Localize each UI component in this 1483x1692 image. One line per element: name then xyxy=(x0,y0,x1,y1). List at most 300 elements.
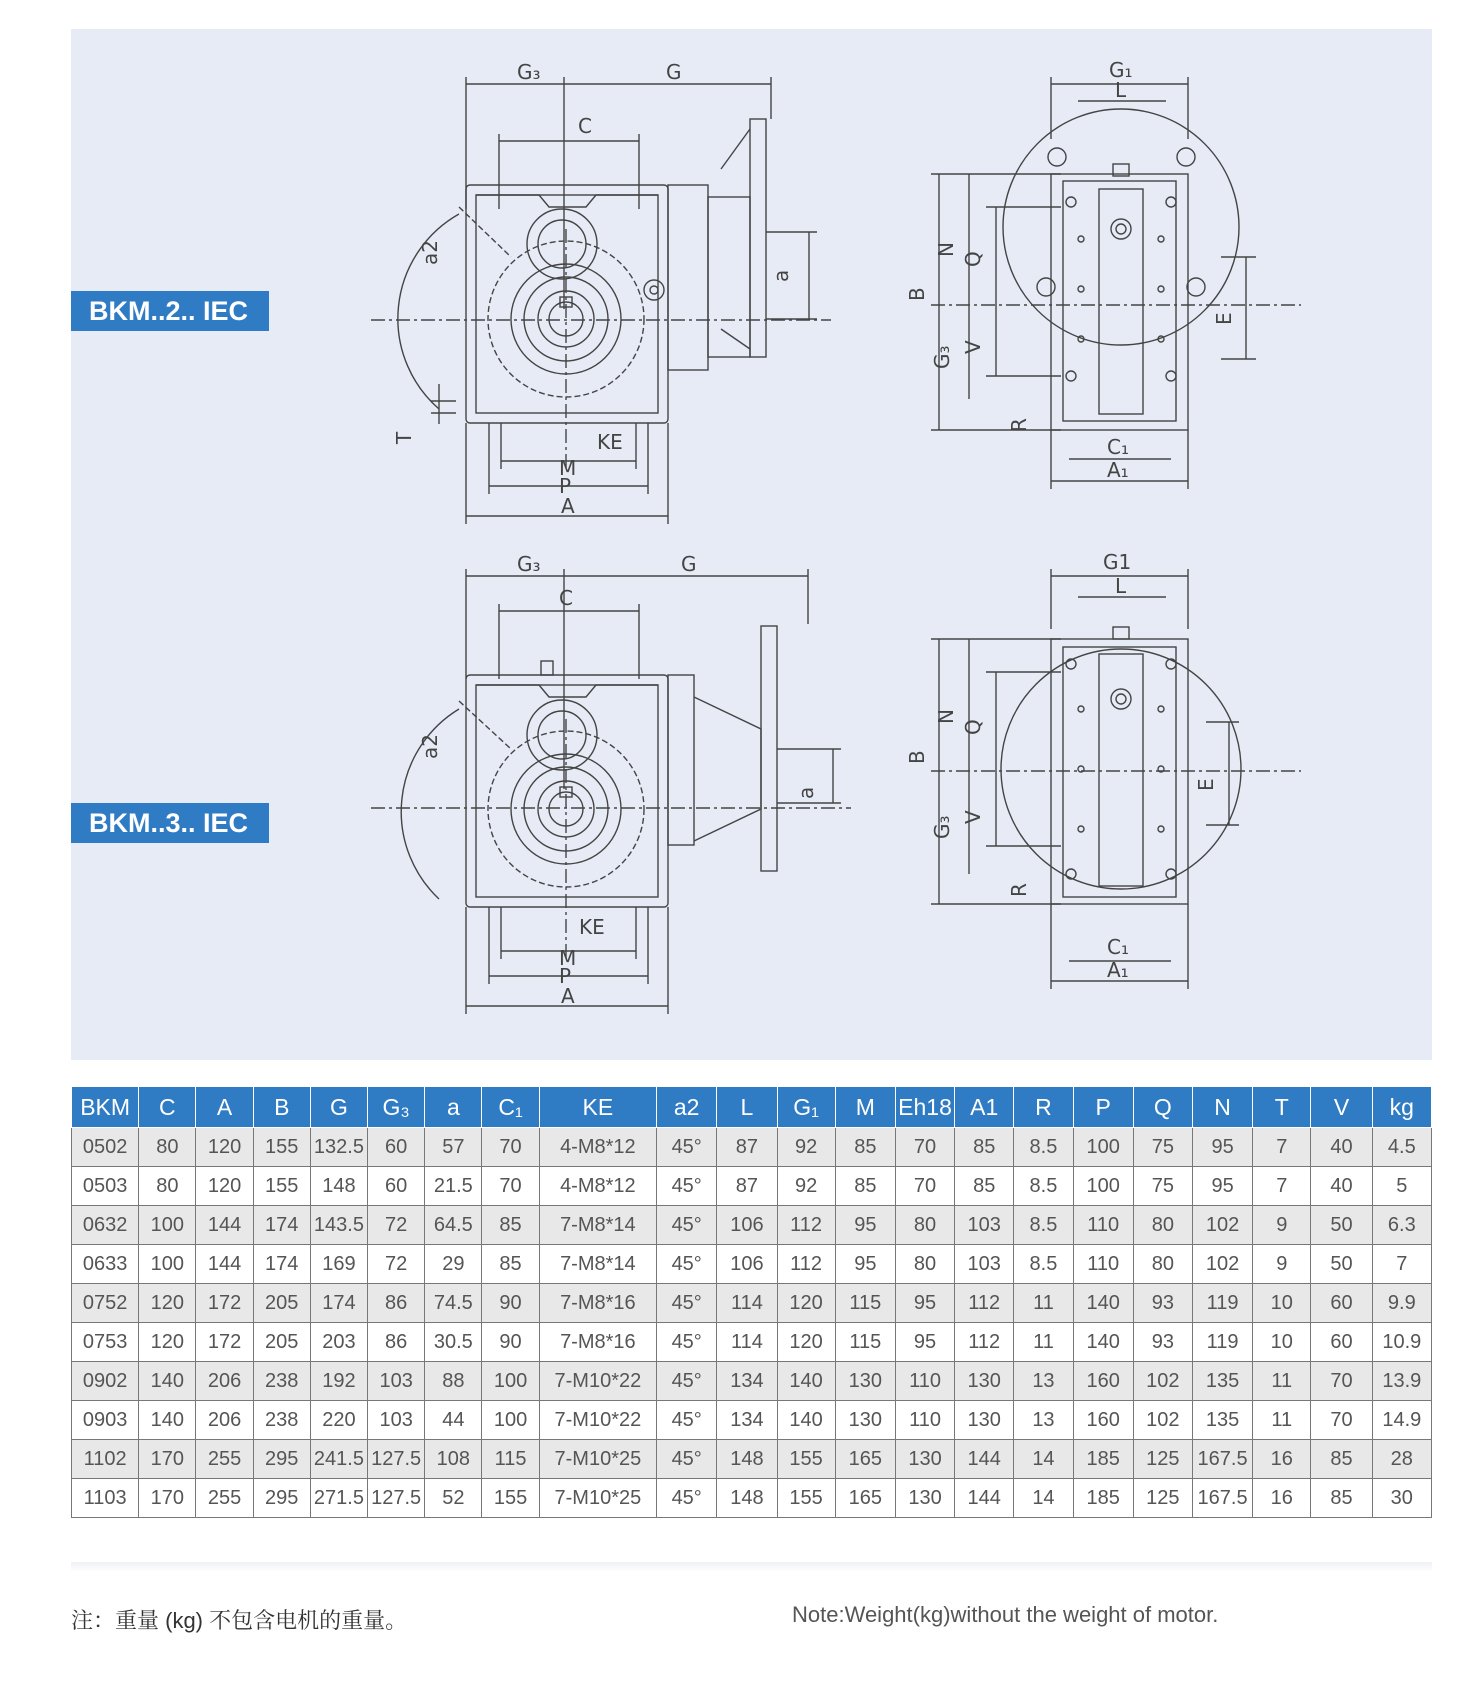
table-cell: 148 xyxy=(717,1440,777,1479)
table-cell: 103 xyxy=(955,1206,1014,1245)
table-cell: 92 xyxy=(777,1128,835,1167)
dim-label: a xyxy=(769,269,793,282)
table-cell: 85 xyxy=(835,1167,895,1206)
table-cell: 45° xyxy=(657,1245,717,1284)
table-cell: 165 xyxy=(835,1479,895,1518)
column-header: G₁ xyxy=(777,1087,835,1128)
table-row xyxy=(72,1206,1432,1245)
dim-label: KE xyxy=(597,430,623,454)
table-cell: 8.5 xyxy=(1014,1206,1073,1245)
table-cell: 95 xyxy=(1192,1128,1252,1167)
table-cell: 135 xyxy=(1192,1362,1252,1401)
dim-label: E xyxy=(1212,312,1236,325)
table-cell: 9 xyxy=(1253,1206,1311,1245)
table-header xyxy=(72,1087,1432,1128)
table-cell: 16 xyxy=(1253,1479,1311,1518)
table-cell: 112 xyxy=(777,1245,835,1284)
table-cell: 57 xyxy=(425,1128,482,1167)
drawing-panel xyxy=(71,29,1432,1060)
dim-label: P xyxy=(559,474,572,498)
technical-drawings xyxy=(71,29,1432,1060)
table-cell: 28 xyxy=(1372,1440,1431,1479)
table-cell: 14.9 xyxy=(1372,1401,1431,1440)
table-cell: 60 xyxy=(368,1128,425,1167)
column-header: G₃ xyxy=(368,1087,425,1128)
dim-label: E xyxy=(1194,778,1218,791)
column-header: R xyxy=(1014,1087,1073,1128)
dim-label: G₁ xyxy=(1109,58,1133,82)
table-cell: 140 xyxy=(139,1401,196,1440)
table-cell: 60 xyxy=(1311,1323,1372,1362)
column-header: a2 xyxy=(657,1087,717,1128)
table-cell: 115 xyxy=(482,1440,539,1479)
side-view-series-3 xyxy=(931,569,1301,989)
column-header: C xyxy=(139,1087,196,1128)
table-cell: 220 xyxy=(310,1401,367,1440)
table-row xyxy=(72,1284,1432,1323)
table-cell: 7-M10*22 xyxy=(539,1362,656,1401)
table-cell: 205 xyxy=(253,1323,310,1362)
table-cell: 4.5 xyxy=(1372,1128,1431,1167)
table-cell: 8.5 xyxy=(1014,1245,1073,1284)
table-cell: 102 xyxy=(1192,1245,1252,1284)
table-cell: 85 xyxy=(955,1167,1014,1206)
table-cell: 167.5 xyxy=(1192,1479,1252,1518)
table-cell: 130 xyxy=(895,1479,954,1518)
table-cell: 45° xyxy=(657,1206,717,1245)
table-cell: 95 xyxy=(835,1245,895,1284)
table-cell: 103 xyxy=(955,1245,1014,1284)
table-cell: 100 xyxy=(139,1206,196,1245)
table-cell: 103 xyxy=(368,1362,425,1401)
table-cell: 112 xyxy=(777,1206,835,1245)
table-cell: 120 xyxy=(139,1284,196,1323)
dim-label: G₃ xyxy=(517,60,541,84)
table-cell: 5 xyxy=(1372,1167,1431,1206)
table-cell: 8.5 xyxy=(1014,1128,1073,1167)
table-cell: 80 xyxy=(139,1167,196,1206)
table-cell: 1102 xyxy=(72,1440,139,1479)
table-cell: 102 xyxy=(1133,1362,1192,1401)
table-cell: 130 xyxy=(955,1362,1014,1401)
table-cell: 110 xyxy=(1073,1245,1133,1284)
table-cell: 10.9 xyxy=(1372,1323,1431,1362)
table-cell: 100 xyxy=(482,1401,539,1440)
table-cell: 86 xyxy=(368,1284,425,1323)
dim-label: a2 xyxy=(418,734,442,759)
table-cell: 143.5 xyxy=(310,1206,367,1245)
table-cell: 85 xyxy=(482,1245,539,1284)
column-header: C₁ xyxy=(482,1087,539,1128)
table-cell: 100 xyxy=(1073,1167,1133,1206)
dim-label: A xyxy=(561,984,575,1008)
table-cell: 130 xyxy=(895,1440,954,1479)
front-view-series-3 xyxy=(371,569,851,1014)
table-cell: 80 xyxy=(895,1206,954,1245)
table-cell: 90 xyxy=(482,1284,539,1323)
table-cell: 74.5 xyxy=(425,1284,482,1323)
dim-label: R xyxy=(1007,883,1031,897)
table-cell: 45° xyxy=(657,1479,717,1518)
dim-label: N xyxy=(934,242,958,257)
dim-label: G₃ xyxy=(930,345,954,369)
table-cell: 7-M8*16 xyxy=(539,1323,656,1362)
table-cell: 52 xyxy=(425,1479,482,1518)
table-cell: 130 xyxy=(835,1401,895,1440)
table-cell: 144 xyxy=(955,1479,1014,1518)
table-cell: 206 xyxy=(196,1362,253,1401)
table-cell: 6.3 xyxy=(1372,1206,1431,1245)
column-header: Eh18 xyxy=(895,1087,954,1128)
table-cell: 95 xyxy=(895,1284,954,1323)
table-cell: 85 xyxy=(955,1128,1014,1167)
dim-label: M xyxy=(559,946,577,970)
table-cell: 140 xyxy=(139,1362,196,1401)
table-cell: 14 xyxy=(1014,1479,1073,1518)
table-cell: 120 xyxy=(777,1284,835,1323)
dim-label: M xyxy=(559,456,577,480)
series-3-label: BKM..3.. IEC xyxy=(71,803,269,843)
dim-label: Q xyxy=(961,719,985,735)
table-cell: 30 xyxy=(1372,1479,1431,1518)
table-cell: 93 xyxy=(1133,1323,1192,1362)
table-cell: 80 xyxy=(139,1128,196,1167)
dim-label: V xyxy=(961,810,985,824)
table-cell: 95 xyxy=(895,1323,954,1362)
dim-label: B xyxy=(905,287,929,301)
table-cell: 120 xyxy=(196,1128,253,1167)
table-cell: 100 xyxy=(482,1362,539,1401)
dim-label: A xyxy=(561,494,575,518)
table-cell: 255 xyxy=(196,1440,253,1479)
column-header: A1 xyxy=(955,1087,1014,1128)
table-cell: 0502 xyxy=(72,1128,139,1167)
table-cell: 102 xyxy=(1192,1206,1252,1245)
column-header: kg xyxy=(1372,1087,1431,1128)
dim-label: G xyxy=(681,552,697,576)
table-cell: 7-M10*25 xyxy=(539,1479,656,1518)
table-cell: 7 xyxy=(1253,1128,1311,1167)
table-cell: 155 xyxy=(777,1440,835,1479)
table-row xyxy=(72,1362,1432,1401)
table-cell: 45° xyxy=(657,1167,717,1206)
table-cell: 85 xyxy=(1311,1479,1372,1518)
table-cell: 70 xyxy=(895,1167,954,1206)
table-cell: 114 xyxy=(717,1284,777,1323)
table-row xyxy=(72,1401,1432,1440)
table-cell: 205 xyxy=(253,1284,310,1323)
table-cell: 7 xyxy=(1372,1245,1431,1284)
table-cell: 125 xyxy=(1133,1479,1192,1518)
column-header: A xyxy=(196,1087,253,1128)
table-cell: 127.5 xyxy=(368,1479,425,1518)
table-cell: 169 xyxy=(310,1245,367,1284)
table-cell: 185 xyxy=(1073,1479,1133,1518)
dim-label: B xyxy=(905,750,929,764)
dim-label: P xyxy=(559,964,572,988)
table-cell: 130 xyxy=(835,1362,895,1401)
table-cell: 4-M8*12 xyxy=(539,1128,656,1167)
table-cell: 185 xyxy=(1073,1440,1133,1479)
note-english: Note:Weight(kg)without the weight of motor. xyxy=(792,1602,1219,1627)
table-cell: 70 xyxy=(482,1167,539,1206)
table-cell: 238 xyxy=(253,1401,310,1440)
table-cell: 45° xyxy=(657,1323,717,1362)
table-cell: 148 xyxy=(717,1479,777,1518)
table-cell: 13 xyxy=(1014,1401,1073,1440)
table-cell: 140 xyxy=(777,1362,835,1401)
column-header: T xyxy=(1253,1087,1311,1128)
table-cell: 170 xyxy=(139,1440,196,1479)
table-cell: 140 xyxy=(777,1401,835,1440)
column-header: V xyxy=(1311,1087,1372,1128)
table-cell: 174 xyxy=(253,1206,310,1245)
front-view-series-2 xyxy=(371,77,831,524)
table-cell: 11 xyxy=(1014,1323,1073,1362)
table-cell: 144 xyxy=(196,1245,253,1284)
table-cell: 92 xyxy=(777,1167,835,1206)
dim-label: Q xyxy=(961,251,985,267)
table-cell: 130 xyxy=(955,1401,1014,1440)
table-cell: 295 xyxy=(253,1479,310,1518)
dim-label: a2 xyxy=(418,240,442,265)
table-cell: 112 xyxy=(955,1284,1014,1323)
table-cell: 95 xyxy=(835,1206,895,1245)
table-cell: 72 xyxy=(368,1245,425,1284)
column-header: Q xyxy=(1133,1087,1192,1128)
table-cell: 172 xyxy=(196,1323,253,1362)
table-cell: 93 xyxy=(1133,1284,1192,1323)
column-header: B xyxy=(253,1087,310,1128)
table-cell: 140 xyxy=(1073,1323,1133,1362)
table-cell: 106 xyxy=(717,1245,777,1284)
dim-label: C xyxy=(578,114,592,138)
table-cell: 160 xyxy=(1073,1401,1133,1440)
table-cell: 203 xyxy=(310,1323,367,1362)
table-cell: 95 xyxy=(1192,1167,1252,1206)
table-cell: 120 xyxy=(777,1323,835,1362)
table-cell: 132.5 xyxy=(310,1128,367,1167)
table-cell: 80 xyxy=(895,1245,954,1284)
dim-label: C xyxy=(559,586,573,610)
dim-label: T xyxy=(392,431,416,444)
table-cell: 87 xyxy=(717,1128,777,1167)
table-cell: 85 xyxy=(482,1206,539,1245)
table-cell: 295 xyxy=(253,1440,310,1479)
table-cell: 11 xyxy=(1014,1284,1073,1323)
table-cell: 70 xyxy=(895,1128,954,1167)
table-cell: 125 xyxy=(1133,1440,1192,1479)
table-cell: 172 xyxy=(196,1284,253,1323)
table-cell: 30.5 xyxy=(425,1323,482,1362)
table-cell: 40 xyxy=(1311,1128,1372,1167)
table-row xyxy=(72,1245,1432,1284)
table-cell: 0503 xyxy=(72,1167,139,1206)
column-header: N xyxy=(1192,1087,1252,1128)
table-cell: 45° xyxy=(657,1401,717,1440)
table-cell: 75 xyxy=(1133,1128,1192,1167)
table-cell: 11 xyxy=(1253,1362,1311,1401)
table-cell: 174 xyxy=(253,1245,310,1284)
table-cell: 72 xyxy=(368,1206,425,1245)
table-cell: 108 xyxy=(425,1440,482,1479)
dim-label: A₁ xyxy=(1107,958,1129,982)
table-cell: 70 xyxy=(1311,1401,1372,1440)
table-cell: 170 xyxy=(139,1479,196,1518)
column-header: KE xyxy=(539,1087,656,1128)
table-row xyxy=(72,1323,1432,1362)
table-cell: 255 xyxy=(196,1479,253,1518)
table-cell: 155 xyxy=(253,1128,310,1167)
table-body xyxy=(72,1128,1432,1518)
table-cell: 110 xyxy=(895,1362,954,1401)
table-cell: 102 xyxy=(1133,1401,1192,1440)
dim-label: C₁ xyxy=(1107,435,1129,459)
table-cell: 7-M10*22 xyxy=(539,1401,656,1440)
column-header: a xyxy=(425,1087,482,1128)
table-cell: 271.5 xyxy=(310,1479,367,1518)
table-cell: 45° xyxy=(657,1440,717,1479)
table-cell: 100 xyxy=(139,1245,196,1284)
table-row xyxy=(72,1440,1432,1479)
table-cell: 155 xyxy=(777,1479,835,1518)
table-cell: 174 xyxy=(310,1284,367,1323)
table-cell: 64.5 xyxy=(425,1206,482,1245)
dim-label: G₃ xyxy=(517,552,541,576)
table-cell: 206 xyxy=(196,1401,253,1440)
table-cell: 50 xyxy=(1311,1206,1372,1245)
table-cell: 115 xyxy=(835,1284,895,1323)
table-cell: 100 xyxy=(1073,1128,1133,1167)
table-cell: 11 xyxy=(1253,1401,1311,1440)
series-2-label: BKM..2.. IEC xyxy=(71,291,269,331)
table-cell: 103 xyxy=(368,1401,425,1440)
table-cell: 45° xyxy=(657,1362,717,1401)
dim-label: L xyxy=(1115,78,1127,102)
table-cell: 60 xyxy=(1311,1284,1372,1323)
table-cell: 7-M8*14 xyxy=(539,1245,656,1284)
table-cell: 165 xyxy=(835,1440,895,1479)
table-cell: 120 xyxy=(139,1323,196,1362)
table-cell: 115 xyxy=(835,1323,895,1362)
table-cell: 7-M8*14 xyxy=(539,1206,656,1245)
table-cell: 13 xyxy=(1014,1362,1073,1401)
table-cell: 144 xyxy=(196,1206,253,1245)
table-cell: 241.5 xyxy=(310,1440,367,1479)
column-header: G xyxy=(310,1087,367,1128)
table-cell: 112 xyxy=(955,1323,1014,1362)
table-cell: 160 xyxy=(1073,1362,1133,1401)
dimension-table xyxy=(71,1086,1432,1518)
table-cell: 14 xyxy=(1014,1440,1073,1479)
dim-label: G xyxy=(666,60,682,84)
table-cell: 135 xyxy=(1192,1401,1252,1440)
table-cell: 0633 xyxy=(72,1245,139,1284)
table-cell: 0632 xyxy=(72,1206,139,1245)
dim-label: C₁ xyxy=(1107,935,1129,959)
dim-label: V xyxy=(961,340,985,354)
table-cell: 85 xyxy=(1311,1440,1372,1479)
table-cell: 7 xyxy=(1253,1167,1311,1206)
separator xyxy=(71,1562,1432,1572)
table-cell: 75 xyxy=(1133,1167,1192,1206)
side-view-series-2 xyxy=(931,77,1301,489)
column-header: BKM xyxy=(72,1087,139,1128)
table-cell: 110 xyxy=(895,1401,954,1440)
table-cell: 40 xyxy=(1311,1167,1372,1206)
table-cell: 155 xyxy=(253,1167,310,1206)
table-cell: 70 xyxy=(482,1128,539,1167)
column-header: M xyxy=(835,1087,895,1128)
table-cell: 16 xyxy=(1253,1440,1311,1479)
table-cell: 155 xyxy=(482,1479,539,1518)
table-cell: 167.5 xyxy=(1192,1440,1252,1479)
table-cell: 4-M8*12 xyxy=(539,1167,656,1206)
table-cell: 85 xyxy=(835,1128,895,1167)
table-cell: 140 xyxy=(1073,1284,1133,1323)
column-header: L xyxy=(717,1087,777,1128)
table-cell: 45° xyxy=(657,1284,717,1323)
table-cell: 50 xyxy=(1311,1245,1372,1284)
table-cell: 119 xyxy=(1192,1323,1252,1362)
table-cell: 70 xyxy=(1311,1362,1372,1401)
dim-label: N xyxy=(934,709,958,724)
table-cell: 60 xyxy=(368,1167,425,1206)
table-cell: 13.9 xyxy=(1372,1362,1431,1401)
table-cell: 134 xyxy=(717,1362,777,1401)
table-cell: 238 xyxy=(253,1362,310,1401)
dim-label: R xyxy=(1007,418,1031,432)
table-cell: 120 xyxy=(196,1167,253,1206)
dim-label: a xyxy=(794,786,818,799)
table-row xyxy=(72,1167,1432,1206)
table-cell: 144 xyxy=(955,1440,1014,1479)
table-cell: 1103 xyxy=(72,1479,139,1518)
table-cell: 88 xyxy=(425,1362,482,1401)
table-cell: 7-M8*16 xyxy=(539,1284,656,1323)
table-row xyxy=(72,1479,1432,1518)
table-cell: 21.5 xyxy=(425,1167,482,1206)
table-cell: 44 xyxy=(425,1401,482,1440)
table-cell: 80 xyxy=(1133,1245,1192,1284)
table-cell: 9 xyxy=(1253,1245,1311,1284)
table-cell: 192 xyxy=(310,1362,367,1401)
table-cell: 0902 xyxy=(72,1362,139,1401)
table-cell: 80 xyxy=(1133,1206,1192,1245)
table-cell: 0903 xyxy=(72,1401,139,1440)
table-cell: 45° xyxy=(657,1128,717,1167)
table-cell: 119 xyxy=(1192,1284,1252,1323)
table-cell: 148 xyxy=(310,1167,367,1206)
column-header: P xyxy=(1073,1087,1133,1128)
table-cell: 106 xyxy=(717,1206,777,1245)
table-cell: 90 xyxy=(482,1323,539,1362)
table-cell: 127.5 xyxy=(368,1440,425,1479)
table-cell: 110 xyxy=(1073,1206,1133,1245)
table-cell: 134 xyxy=(717,1401,777,1440)
table-cell: 29 xyxy=(425,1245,482,1284)
table-cell: 86 xyxy=(368,1323,425,1362)
dim-label: G1 xyxy=(1103,550,1132,574)
dim-label: A₁ xyxy=(1107,458,1129,482)
table-cell: 87 xyxy=(717,1167,777,1206)
table-cell: 9.9 xyxy=(1372,1284,1431,1323)
table-cell: 10 xyxy=(1253,1284,1311,1323)
table-cell: 0753 xyxy=(72,1323,139,1362)
table-cell: 114 xyxy=(717,1323,777,1362)
table-cell: 8.5 xyxy=(1014,1167,1073,1206)
dim-label: KE xyxy=(579,915,605,939)
